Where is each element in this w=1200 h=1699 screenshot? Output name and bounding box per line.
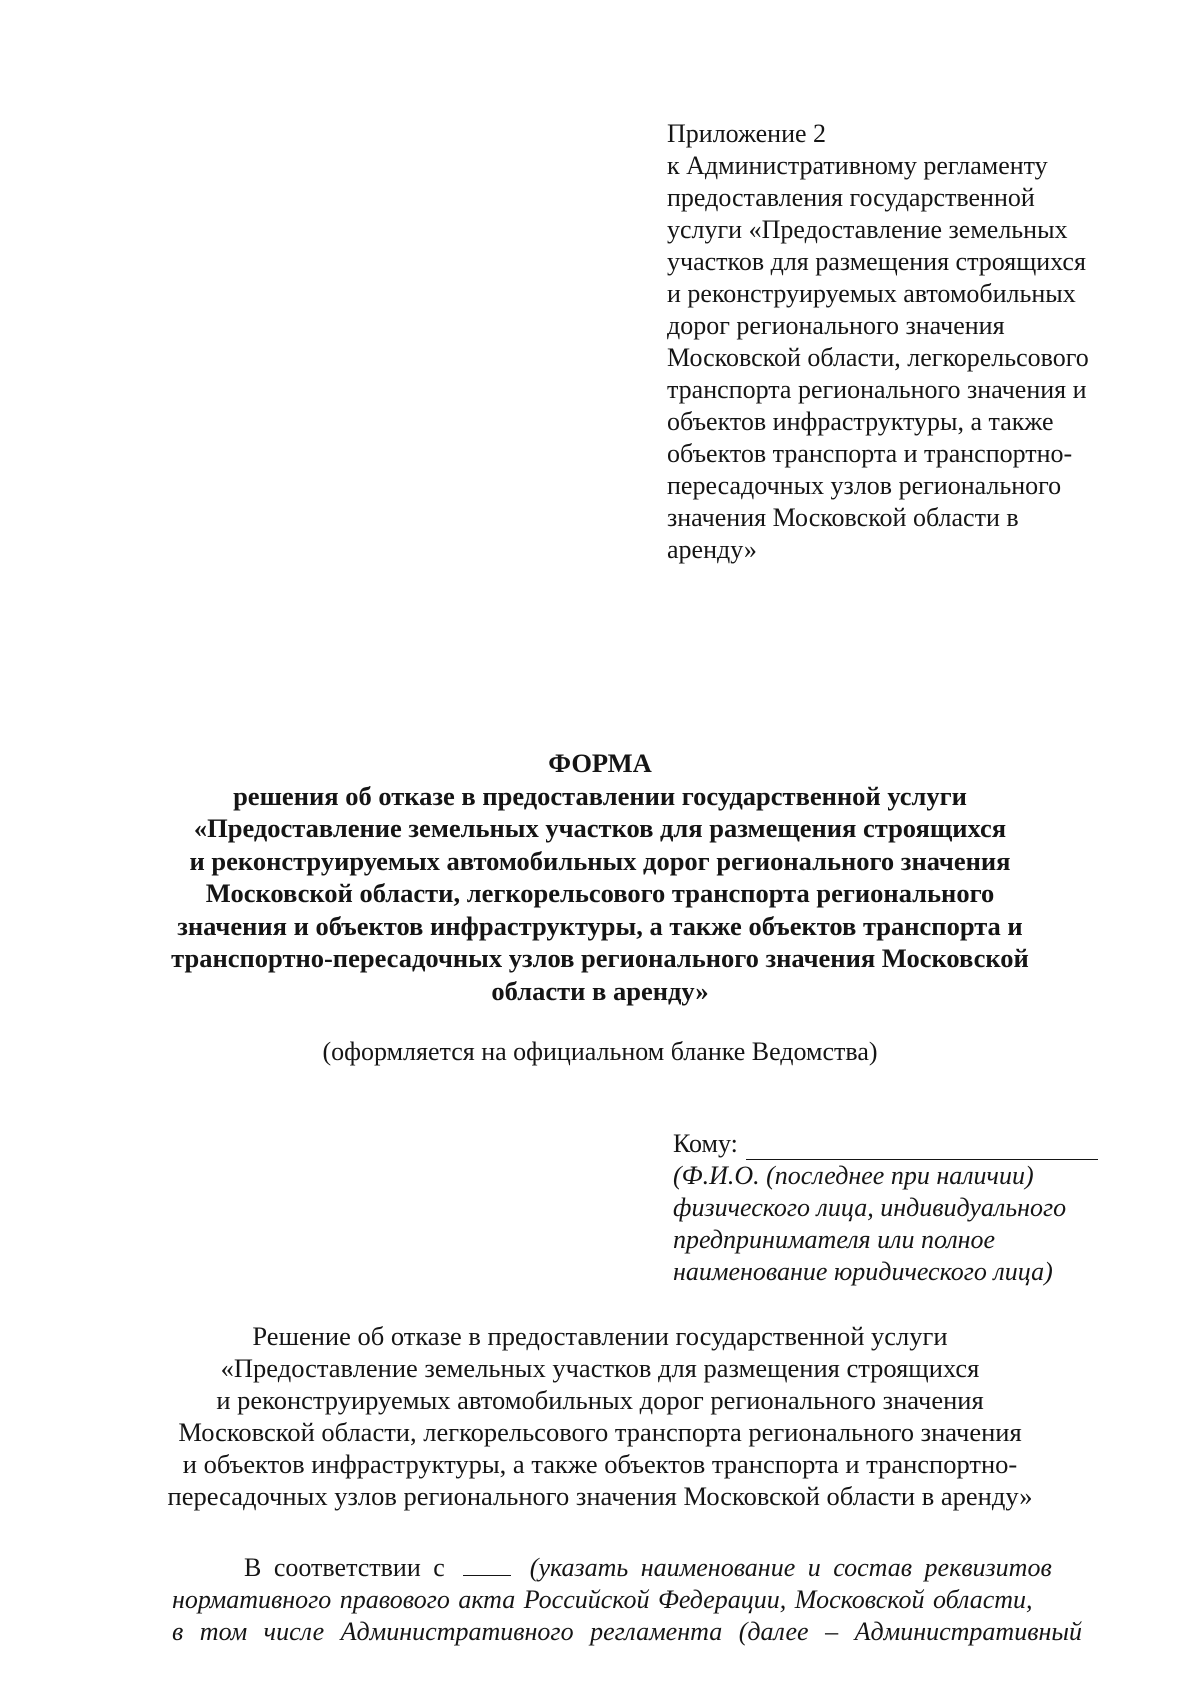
appendix-line: дорог регионального значения [667,311,1005,340]
form-title-line: транспортно-пересадочных узлов регионального значения Московской [171,943,1029,973]
appendix-line: транспорта регионального значения и [667,375,1087,404]
appendix-line: значения Московской области в [667,503,1019,532]
body-prefix: В соответствии с [244,1553,445,1582]
form-title-line: значения и объектов инфраструктуры, а также объектов транспорта и [177,910,1023,941]
appendix-line: Приложение 2 [667,119,827,148]
body-line: в том числе Административного регламента (далее – Административный [172,1617,1082,1646]
form-title-heading: ФОРМА [548,748,652,778]
decision-title [150,1320,1050,1512]
body-paragraph [172,1552,1112,1648]
appendix-line: пересадочных узлов регионального [667,471,1062,500]
body-blank-field[interactable] [463,1553,511,1576]
appendix-line: услуги «Предоставление земельных [667,215,1068,244]
appendix-line: Московской области, легкорельсового [667,343,1089,372]
appendix-line: предоставления государственной [667,183,1035,212]
decision-title-line: Решение об отказе в предоставлении государственной услуги [252,1321,948,1351]
decision-title-line: и объектов инфраструктуры, а также объектов транспорта и транспортно- [182,1449,1018,1479]
appendix-header [667,118,1137,566]
form-title [150,747,1050,1007]
appendix-line: объектов транспорта и транспортно- [667,439,1073,468]
form-title-line: и реконструируемых автомобильных дорог регионального значения [189,845,1011,876]
body-line: нормативного правового акта Российской Федерации, Московской области, [172,1585,1033,1614]
decision-title-line: «Предоставление земельных участков для размещения строящихся [220,1353,980,1383]
recipient-hint-line: физического лица, индивидуального [673,1193,1067,1222]
form-title-line: Московской области, легкорельсового транспорта регионального [205,878,995,908]
form-title-line: решения об отказе в предоставлении государственной услуги [233,780,967,811]
recipient-hint-line: предпринимателя или полное [673,1225,996,1254]
form-title-line: «Предоставление земельных участков для размещения строящихся [193,813,1007,843]
body-line [172,1552,1112,1584]
appendix-line: к Административному регламенту [667,151,1048,180]
form-title-line: области в аренду» [491,975,709,1006]
recipient-hint-line: (Ф.И.О. (последнее при наличии) [673,1161,1034,1190]
recipient-block [673,1128,1143,1288]
recipient-row [673,1128,1143,1160]
appendix-line: участков для размещения строящихся [667,247,1086,276]
appendix-line: объектов инфраструктуры, а также [667,407,1054,436]
form-note: (оформляется на официальном бланке Ведомства) [322,1037,878,1066]
recipient-blank-field[interactable] [746,1133,1098,1160]
decision-title-line: Московской области, легкорельсового транспорта регионального значения [178,1417,1022,1447]
recipient-hint-line: наименование юридического лица) [673,1257,1053,1286]
decision-title-line: и реконструируемых автомобильных дорог регионального значения [216,1385,984,1415]
body-italic-instruction: (указать наименование и состав реквизитов [529,1553,1052,1582]
appendix-line: и реконструируемых автомобильных [667,279,1076,308]
decision-title-line: пересадочных узлов регионального значения Московской области в аренду» [167,1481,1033,1511]
appendix-line: аренду» [667,535,757,564]
recipient-label: Кому: [673,1129,738,1158]
